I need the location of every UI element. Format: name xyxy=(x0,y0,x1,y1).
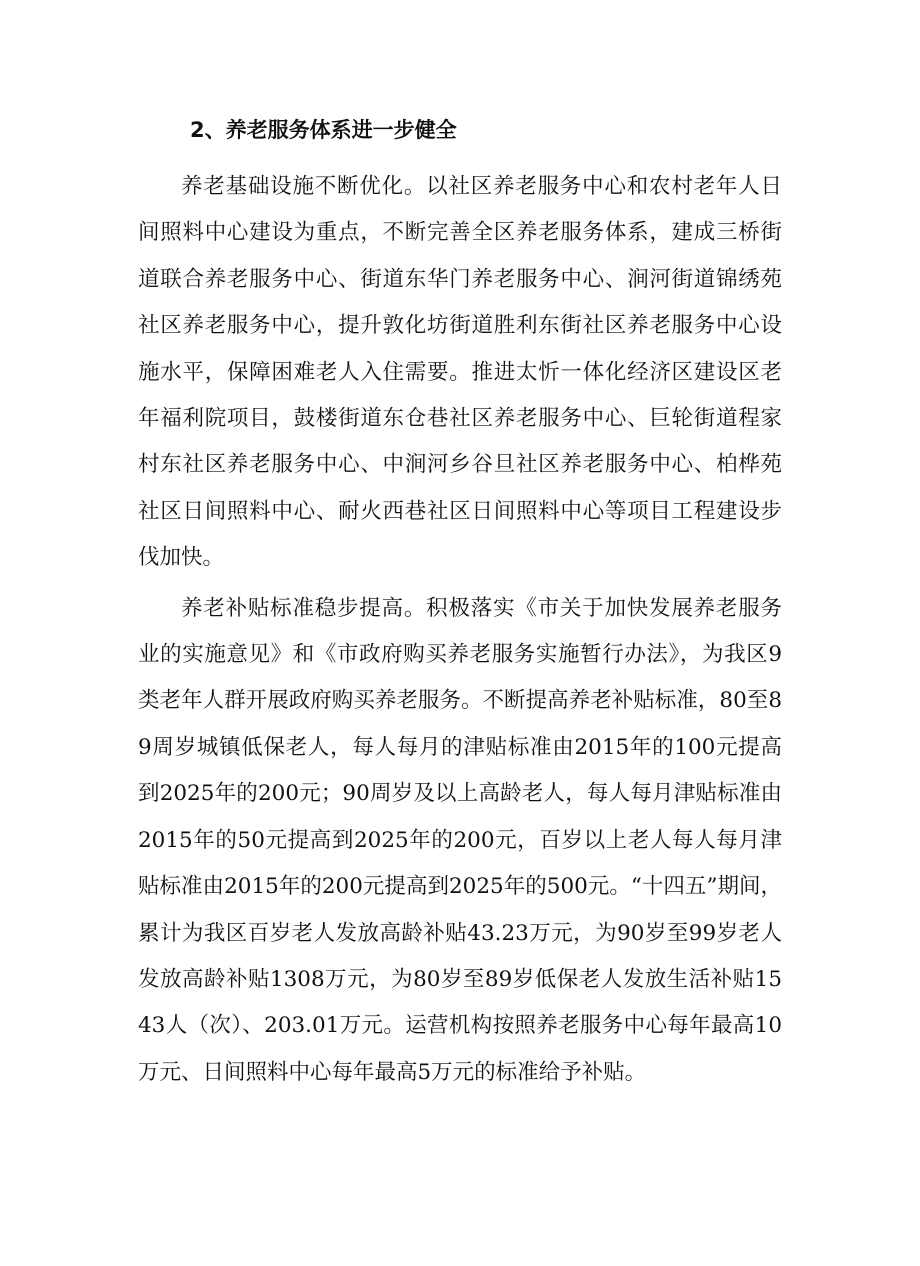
section-heading: 2、养老服务体系进一步健全 xyxy=(190,118,457,142)
paragraph-subsidies: 养老补贴标准稳步提高。积极落实《市关于加快发展养老服务业的实施意见》和《市政府购买养老服务实施暂行办法》，为我区9类老年人群开展政府购买养老服务。不断提高养老补贴标准，80至89周岁城镇低保老人，每人每月的津贴标准由2015年的100元提高到2025年的200元；90周岁及以上高龄老人，每人每月津贴标准由2015年的50元提高到2025年的200元，百岁以上老人每人每月津贴标准由2015年的200元提高到2025年的500元。“十四五”期间，累计为我区百岁老人发放高龄补贴43.23万元，为90岁至99岁老人发放高龄补贴1308万元，为80岁至89岁低保老人发放生活补贴1543人（次）、203.01万元。运营机构按照养老服务中心每年最高10万元、日间照料中心每年最高5万元的标准给予补贴。 xyxy=(138,595,782,1085)
paragraph-facilities: 养老基础设施不断优化。以社区养老服务中心和农村老年人日间照料中心建设为重点，不断完善全区养老服务体系，建成三桥街道联合养老服务中心、街道东华门养老服务中心、涧河街道锦绣苑社区养老服务中心，提升敦化坊街道胜利东街社区养老服务中心设施水平，保障困难老人入住需要。推进太忻一体化经济区建设区老年福利院项目，鼓楼街道东仓巷社区养老服务中心、巨轮街道程家村东社区养老服务中心、中涧河乡谷旦社区养老服务中心、柏桦苑社区日间照料中心、耐火西巷社区日间照料中心等项目工程建设步伐加快。 xyxy=(138,174,782,571)
